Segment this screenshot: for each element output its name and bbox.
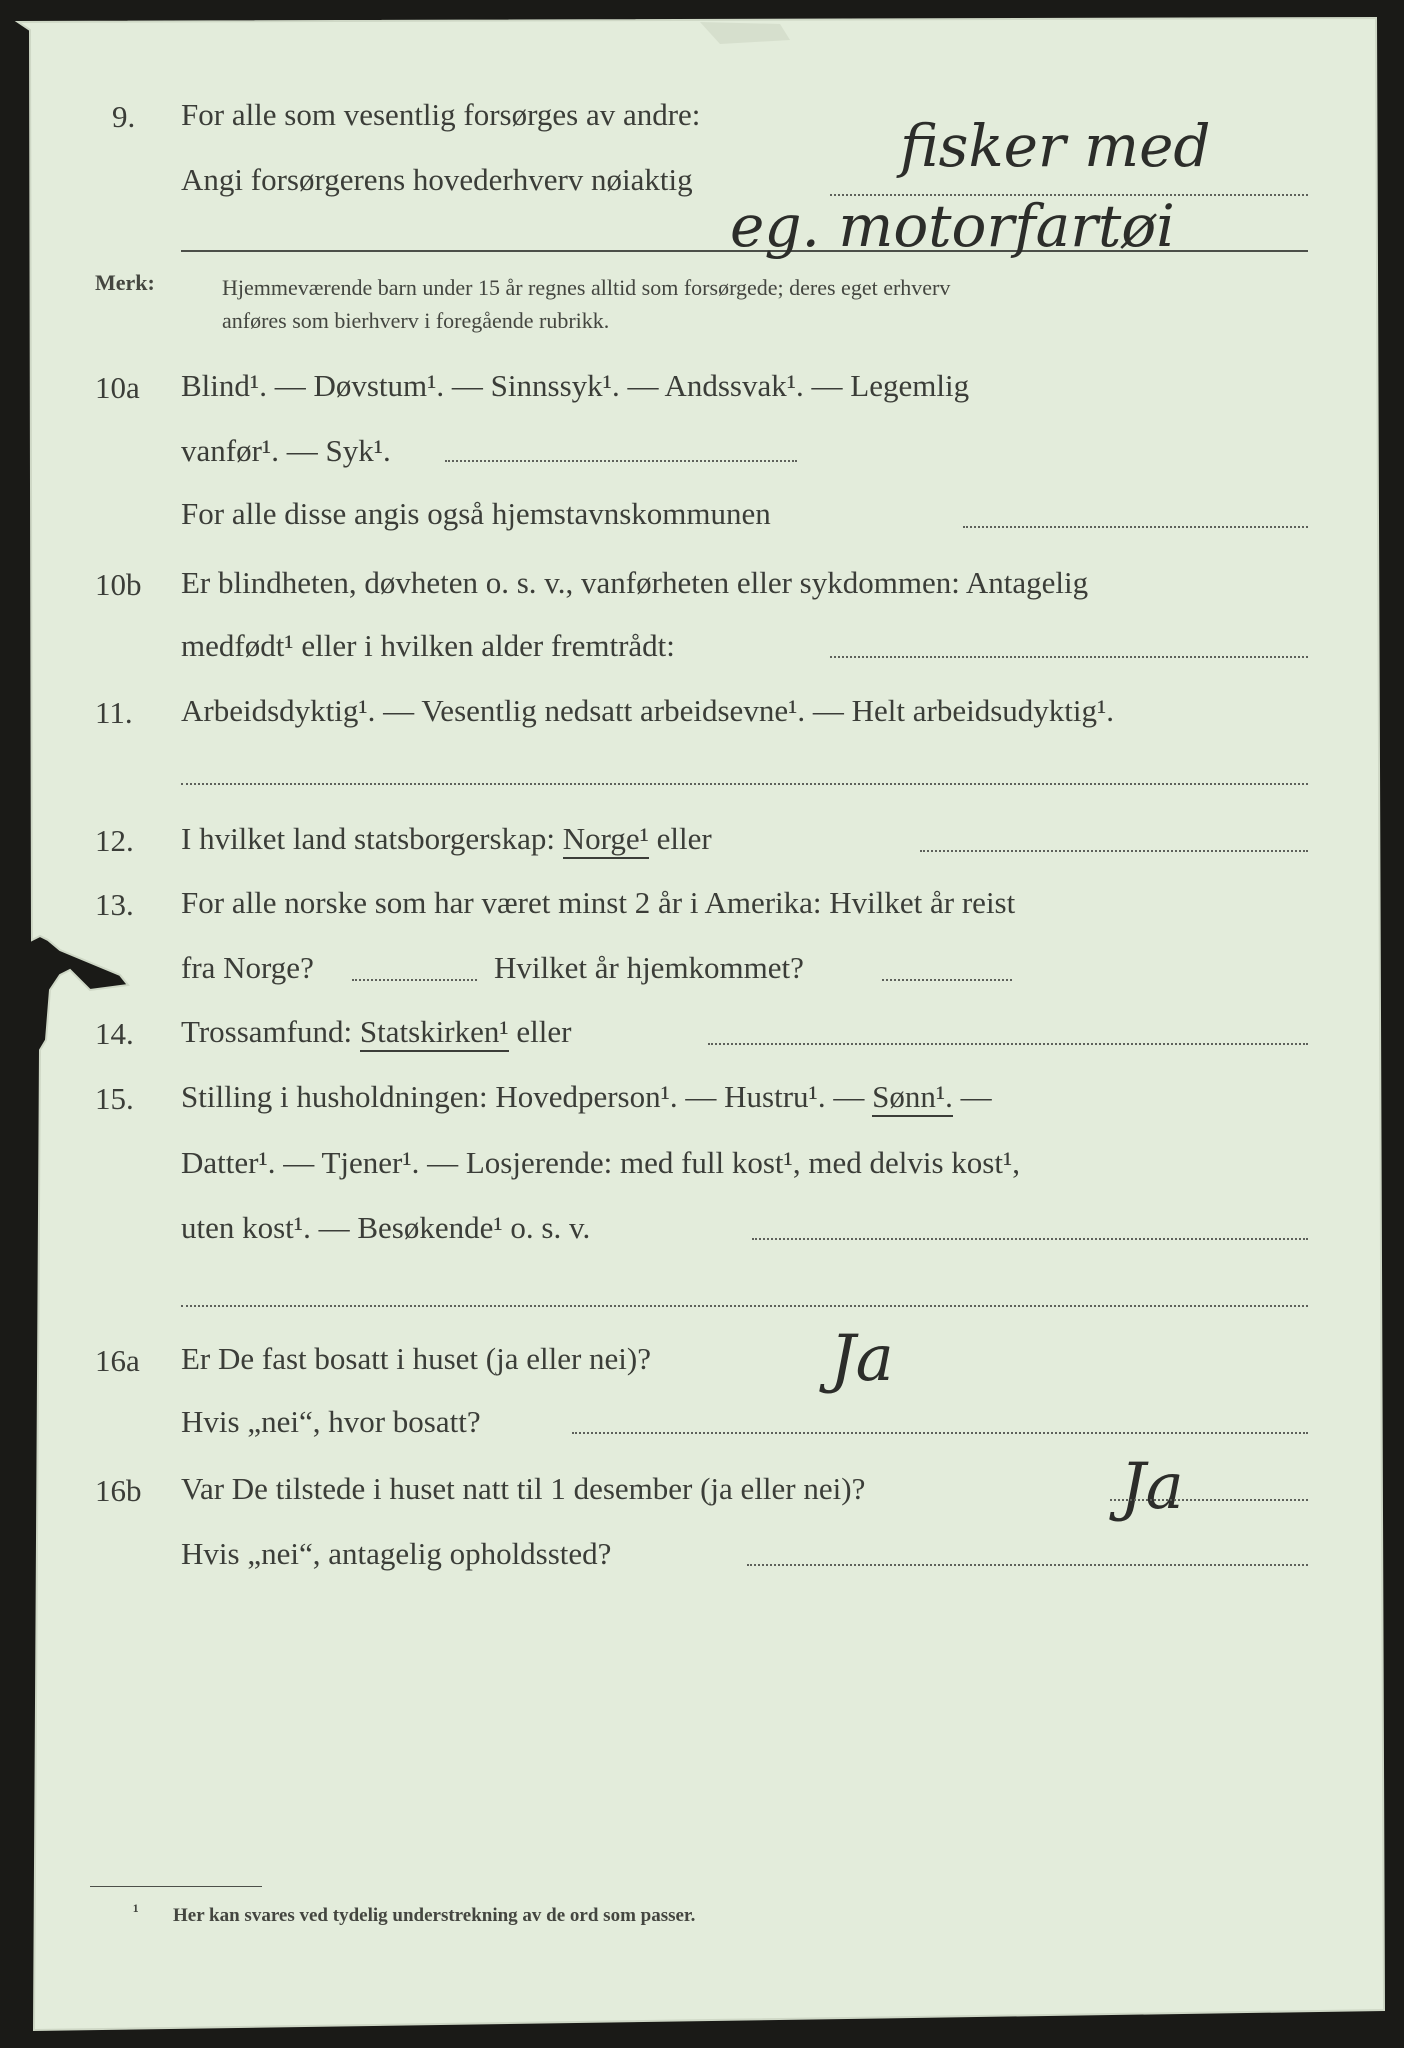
q9-handwritten-answer-1: fisker med [900,112,1211,180]
q10b-text-1: Er blindheten, døvheten o. s. v., vanførheten eller sykdommen: Antagelig [181,565,1089,600]
q15-underlined-answer: Sønn¹. [872,1079,953,1117]
q16a-text-2: Hvis „nei“, hvor bosatt? [181,1404,481,1439]
q16b-text-1: Var De tilstede i huset natt til 1 desember (ja eller nei)? [181,1471,866,1506]
q14-suffix: eller [516,1014,572,1049]
q15-number: 15. [95,1081,134,1116]
q15-text-1-prefix: Stilling i husholdningen: Hovedperson¹. — Hustru¹. — [181,1079,865,1114]
q10b-text-2: medfødt¹ eller i hvilken alder fremtrådt: [181,628,675,663]
q10b-number: 10b [95,567,142,602]
q12-number: 12. [95,823,134,858]
q13-text-2b: Hvilket år hjemkommet? [494,950,804,985]
q11-number: 11. [95,695,133,730]
q10a-text-3: For alle disse angis også hjemstavnskommunen [181,496,771,531]
q13-answer-line-1 [352,979,477,981]
q11-answer-line [181,783,1308,785]
q16b-answer-line-1 [1110,1499,1308,1501]
q10a-number: 10a [95,370,140,405]
q15-text-1 [181,1081,992,1112]
q14-prefix: Trossamfund: [181,1014,353,1049]
q15-text-3: uten kost¹. — Besøkende¹ o. s. v. [181,1210,591,1245]
q13-number: 13. [95,887,134,922]
q16b-text-2: Hvis „nei“, antagelig opholdssted? [181,1536,612,1571]
q14-number: 14. [95,1016,134,1051]
merk-text-2: anføres som bierhverv i foregående rubrikk. [222,308,610,333]
q16a-text-1: Er De fast bosatt i huset (ja eller nei)? [181,1341,651,1376]
q13-answer-line-2 [882,979,1012,981]
q12-answer-line [920,850,1308,852]
q13-text-2a: fra Norge? [181,950,314,985]
q9-number: 9. [112,99,136,134]
footnote-rule [90,1886,262,1887]
q14-answer-line [708,1043,1308,1045]
q12-text [181,823,712,854]
q14-text [181,1016,571,1047]
q15-answer-line-1 [752,1238,1308,1240]
footnote-text: Her kan svares ved tydelig understrekning av de ord som passer. [173,1905,696,1926]
q10a-text-1: Blind¹. — Døvstum¹. — Sinnssyk¹. — Andssvak¹. — Legemlig [181,368,970,403]
q16b-handwritten-answer: Ja [1120,1450,1184,1524]
q16b-number: 16b [95,1473,142,1508]
merk-label: Merk: [95,270,155,295]
q15-answer-line-2 [181,1305,1308,1307]
q12-prefix: I hvilket land statsborgerskap: [181,821,555,856]
merk-text-1: Hjemmeværende barn under 15 år regnes alltid som forsørgede; deres eget erhverv [222,275,951,300]
q11-text-1: Arbeidsdyktig¹. — Vesentlig nedsatt arbeidsevne¹. — Helt arbeidsudyktig¹. [181,693,1115,728]
q9-text-2: Angi forsørgerens hovederhverv nøiaktig [181,162,693,197]
q16a-handwritten-answer: Ja [830,1322,894,1396]
q10a-answer-line-2 [963,526,1308,528]
q10a-text-2: vanfør¹. — Syk¹. [181,433,391,468]
q12-suffix: eller [656,821,712,856]
q16a-number: 16a [95,1343,140,1378]
q13-text-1: For alle norske som har været minst 2 år i Amerika: Hvilket år reist [181,885,1016,920]
footnote-mark: ¹ [133,1901,139,1922]
q15-text-2: Datter¹. — Tjener¹. — Losjerende: med full kost¹, med delvis kost¹, [181,1145,1020,1180]
q9-handwritten-answer-2: eg. motorfartøi [730,192,1175,260]
q10a-answer-line-1 [445,460,797,462]
q16b-answer-line-2 [747,1564,1308,1566]
q9-text-1: For alle som vesentlig forsørges av andre: [181,97,701,132]
q16a-answer-line [572,1432,1308,1434]
q12-underlined-answer: Norge¹ [563,821,649,859]
q10b-answer-line [830,656,1308,658]
q15-text-1-suffix: — [960,1079,992,1114]
q14-underlined-answer: Statskirken¹ [360,1014,509,1052]
